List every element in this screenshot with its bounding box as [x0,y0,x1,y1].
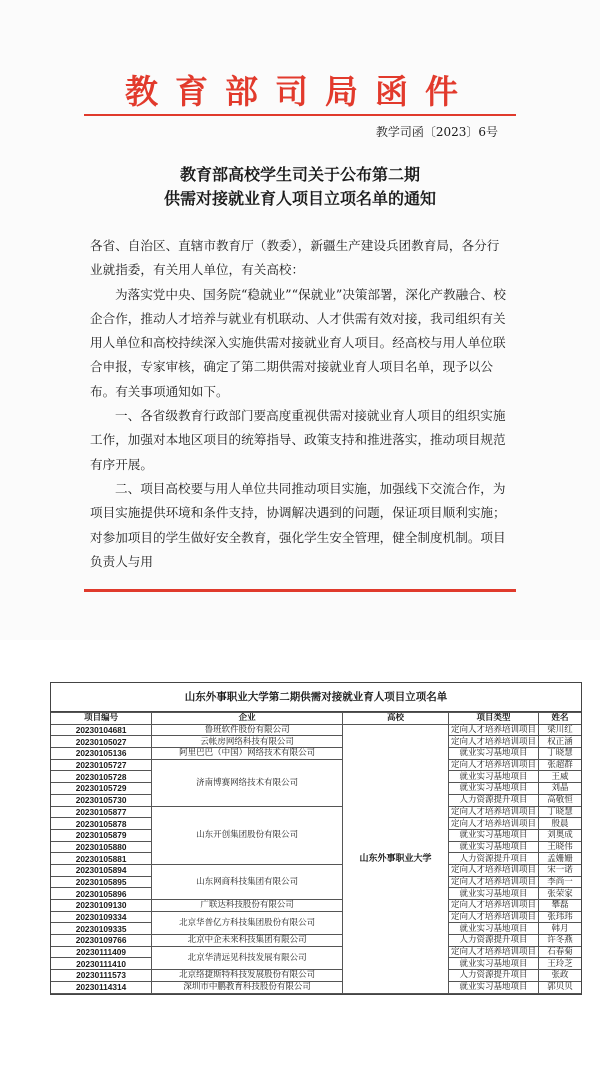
table-row [51,900,581,912]
project-type: 就业实习基地项目 [448,923,538,935]
notice-title-line2: 供需对接就业育人项目立项名单的通知 [163,189,436,208]
person-name: 李尚一 [539,876,581,888]
project-id: 20230109766 [51,935,152,947]
addressee: 各省、自治区、直辖市教育厅（教委），新疆生产建设兵团教育局，各分行业就指委，有关用人单位，有关高校： [90,238,500,278]
company-name: 北京络捷斯特科技发展股份有限公司 [152,970,343,982]
table-row [51,748,581,760]
project-id: 20230105895 [51,876,152,888]
person-name: 王玲芝 [539,958,581,970]
company-name: 济南博赛网络技术有限公司 [152,759,343,806]
project-type: 定向人才培养培训项目 [448,806,538,818]
person-name: 张荣家 [539,888,581,900]
project-type: 人力资源提升项目 [448,935,538,947]
person-name: 梁川红 [539,724,581,736]
person-name: 宋一诺 [539,864,581,876]
person-name: 石春菊 [539,946,581,958]
person-name: 张玮玮 [539,911,581,923]
person-name: 王晓伟 [539,841,581,853]
project-id: 20230105880 [51,841,152,853]
person-name: 权正涵 [539,736,581,748]
project-id: 20230111410 [51,958,152,970]
person-name: 张政 [539,970,581,982]
table-row [51,935,581,947]
table-row [51,864,581,876]
project-id: 20230111409 [51,946,152,958]
notice-title-line1: 教育部高校学生司关于公布第二期 [179,165,420,184]
project-id: 20230105728 [51,771,152,783]
project-type: 定向人才培养培训项目 [448,759,538,771]
company-name: 山东开创集团股份有限公司 [152,806,343,864]
table-header-row [51,713,581,725]
company-name: 鲁班软件股份有限公司 [152,724,343,736]
table-row [51,981,581,993]
table-row [51,736,581,748]
project-type: 定向人才培养培训项目 [448,736,538,748]
project-id: 20230105727 [51,759,152,771]
footer-rule [84,589,516,592]
project-type: 人力资源提升项目 [448,853,538,865]
table-row [51,806,581,818]
person-name: 丁晓慧 [539,806,581,818]
header-school: 高校 [342,713,448,725]
project-id: 20230105730 [51,794,152,806]
company-name: 北京中企未来科技集团有限公司 [152,935,343,947]
project-type: 就业实习基地项目 [448,888,538,900]
project-id: 20230105879 [51,829,152,841]
header-project-id: 项目编号 [51,713,152,725]
project-type: 定向人才培养培训项目 [448,724,538,736]
project-list-table [50,682,582,995]
project-table [51,712,581,994]
document-number: 教学司函〔2023〕6号 [375,125,498,139]
project-type: 就业实习基地项目 [448,829,538,841]
company-name: 深圳市中鹏教育科技股份有限公司 [152,981,343,993]
header-company: 企业 [152,713,343,725]
paragraph-1: 为落实党中央、国务院“稳就业”“保就业”决策部署，深化产教融合、校企合作，推动人才培养与就业有机联动、人才供需有效对接，我司组织有关用人单位和高校持续深入实施供需对接就业育人项目。经高校与用人单位联合申报，专家审核，确定了第二期供需对接就业育人项目名单，现予以公布。有关事项通知如下。 [90,286,506,399]
paragraph-3: 二、项目高校要与用人单位共同推动项目实施，加强线下交流合作，为项目实施提供环境和条件支持，协调解决遇到的问题，保证项目顺利实施；对参加项目的学生做好安全教育，强化学生安全管理，健全制度机制。项目负责人与用 [90,480,506,569]
project-type: 定向人才培养培训项目 [448,911,538,923]
project-type: 就业实习基地项目 [448,841,538,853]
project-type: 人力资源提升项目 [448,970,538,982]
person-name: 高敬恒 [539,794,581,806]
person-name: 郭贝贝 [539,981,581,993]
person-name: 孟姗姗 [539,853,581,865]
company-name: 山东网商科技集团有限公司 [152,864,343,899]
project-id: 20230114314 [51,981,152,993]
person-name: 刘晶 [539,783,581,795]
paragraph-2: 一、各省级教育行政部门要高度重视供需对接就业育人项目的组织实施工作，加强对本地区项目的统筹指导、政策支持和推进落实，推动项目规范有序开展。 [90,408,506,472]
project-id: 20230105729 [51,783,152,795]
project-type: 定向人才培养培训项目 [448,876,538,888]
project-type: 定向人才培养培训项目 [448,900,538,912]
project-id: 20230105877 [51,806,152,818]
table-row [51,970,581,982]
project-id: 20230105881 [51,853,152,865]
project-id: 20230104681 [51,724,152,736]
letterhead-rule [84,114,516,116]
company-name: 北京华普亿方科技集团股份有限公司 [152,911,343,934]
project-id: 20230105027 [51,736,152,748]
project-type: 就业实习基地项目 [448,981,538,993]
table-row [51,911,581,923]
project-id: 20230105896 [51,888,152,900]
person-name: 韩月 [539,923,581,935]
person-name: 张超群 [539,759,581,771]
table-row [51,759,581,771]
project-id: 20230109334 [51,911,152,923]
project-type: 就业实习基地项目 [448,748,538,760]
letter-body [90,234,510,574]
project-type: 就业实习基地项目 [448,771,538,783]
project-type: 定向人才培养培训项目 [448,946,538,958]
header-person-name: 姓名 [539,713,581,725]
project-id: 20230105136 [51,748,152,760]
project-id: 20230109335 [51,923,152,935]
company-name: 阿里巴巴（中国）网络技术有限公司 [152,748,343,760]
project-type: 人力资源提升项目 [448,794,538,806]
table-row [51,724,581,736]
project-type: 定向人才培养培训项目 [448,818,538,830]
person-name: 许冬燕 [539,935,581,947]
school-name: 山东外事职业大学 [342,724,448,993]
company-name: 云帐房网络科技有限公司 [152,736,343,748]
company-name: 广联达科技股份有限公司 [152,900,343,912]
person-name: 王威 [539,771,581,783]
table-caption: 山东外事职业大学第二期供需对接就业育人项目立项名单 [51,683,581,712]
project-id: 20230109130 [51,900,152,912]
project-type: 定向人才培养培训项目 [448,864,538,876]
person-name: 攀磊 [539,900,581,912]
person-name: 殷晨 [539,818,581,830]
project-id: 20230105894 [51,864,152,876]
project-id: 20230105878 [51,818,152,830]
header-project-type: 项目类型 [448,713,538,725]
letterhead-title: 教育部司局函件 [125,72,475,111]
project-id: 20230111573 [51,970,152,982]
project-type: 就业实习基地项目 [448,958,538,970]
person-name: 刘奥成 [539,829,581,841]
company-name: 北京华清远见科技发展有限公司 [152,946,343,969]
person-name: 丁晓慧 [539,748,581,760]
project-type: 就业实习基地项目 [448,783,538,795]
table-row [51,946,581,958]
